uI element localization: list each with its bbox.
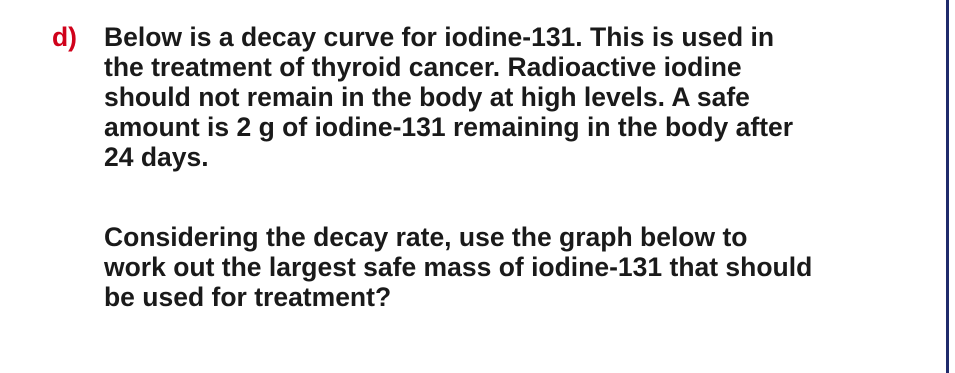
paragraph1-line: the treatment of thyroid cancer. Radioactive iodine xyxy=(104,52,742,82)
paragraph2-line: be used for treatment? xyxy=(104,282,392,312)
paragraph1-line: should not remain in the body at high levels. A safe xyxy=(104,82,750,112)
paragraph2-line: work out the largest safe mass of iodine-131 that should xyxy=(104,252,813,282)
question-body xyxy=(104,22,934,312)
paragraph1-line: amount is 2 g of iodine-131 remaining in the body after xyxy=(104,112,794,142)
right-border-line xyxy=(946,0,949,373)
paragraph1-line: 24 days. xyxy=(104,142,209,172)
paragraph-gap xyxy=(104,172,934,222)
paragraph1-line: Below is a decay curve for iodine-131. This is used in xyxy=(104,22,775,52)
paragraph2-line: Considering the decay rate, use the graph below to xyxy=(104,222,748,252)
question-label: d) xyxy=(52,22,78,52)
